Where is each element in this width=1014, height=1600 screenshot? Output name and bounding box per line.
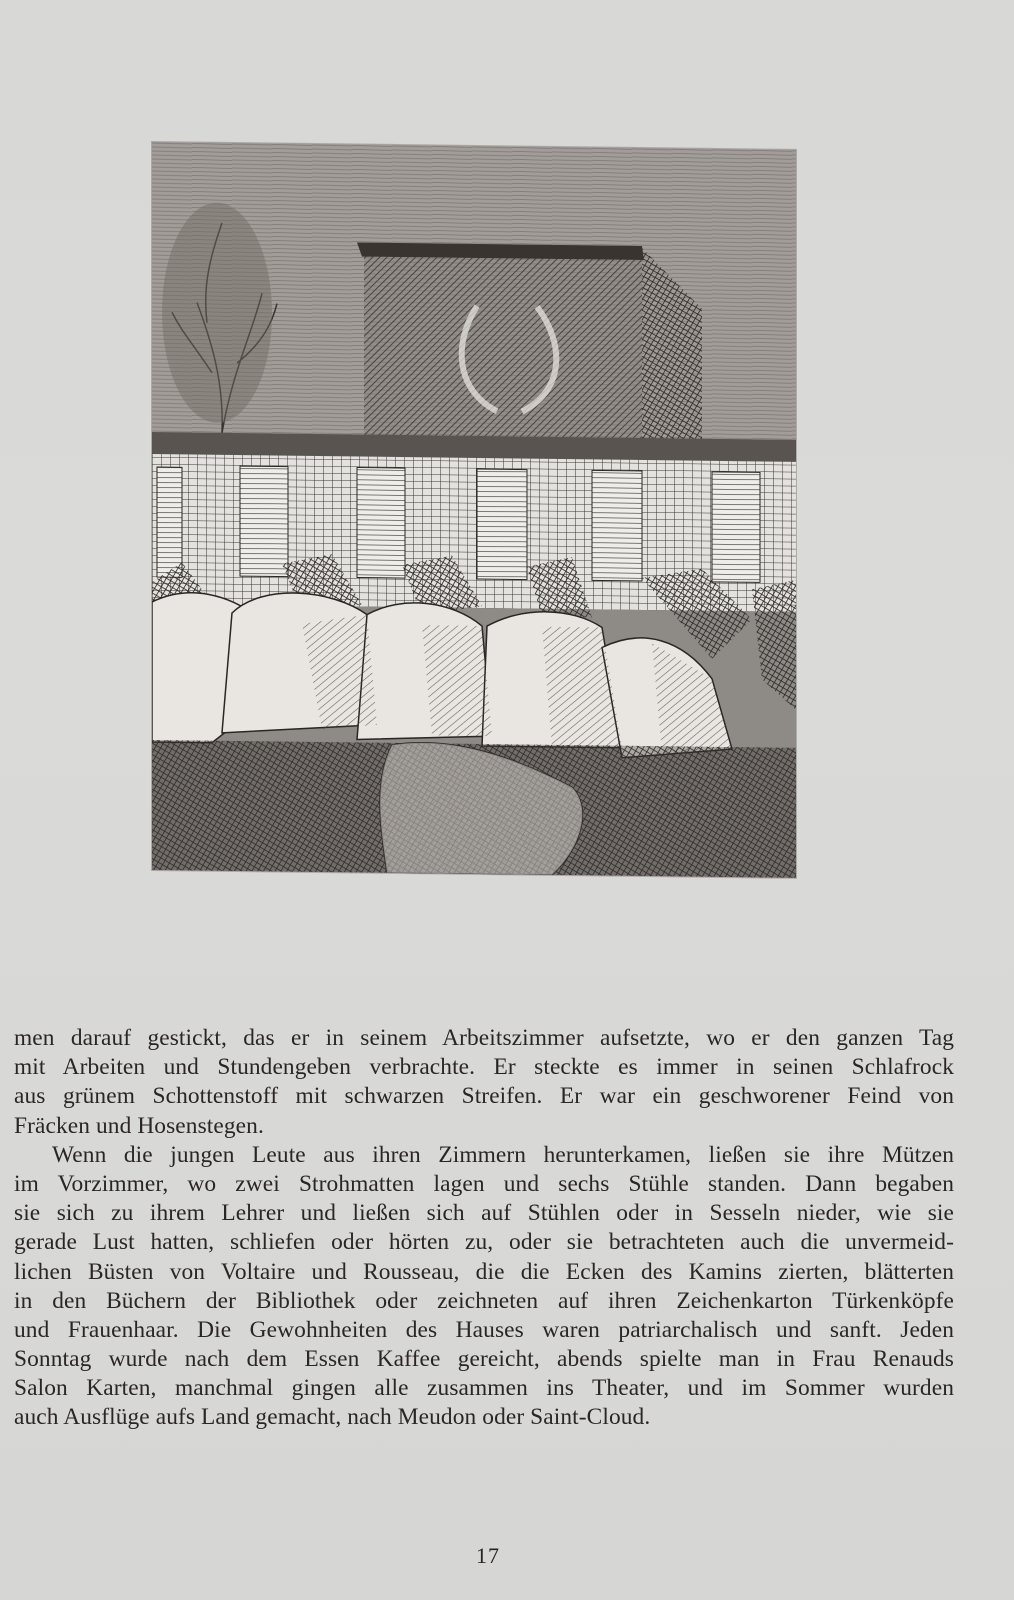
text-line: men darauf gestickt, das er in seinem Arbeitszimmer aufsetzte, wo er den ganzen Tag	[14, 1025, 954, 1051]
etching-illustration	[152, 142, 796, 878]
text-line: lichen Büsten von Voltaire und Rousseau, die die Ecken des Kamins zierten, blätterten	[14, 1258, 954, 1285]
text-line: Fräcken und Hosenstegen.	[14, 1112, 264, 1139]
text-line: sie sich zu ihrem Lehrer und ließen sich auf Stühlen oder in Sesseln nieder, wie sie	[14, 1200, 954, 1227]
text-line: im Vorzimmer, wo zwei Strohmatten lagen und sechs Stühle standen. Dann begaben	[14, 1170, 954, 1197]
text-line: gerade Lust hatten, schliefen oder hörten zu, oder sie betrachteten auch die unvermeid-	[14, 1229, 954, 1256]
paragraph-2	[14, 1141, 954, 1433]
text-line: in den Büchern der Bibliothek oder zeichneten auf ihren Zeichenkarton Türkenköpfe	[14, 1287, 954, 1314]
text-line: aus grünem Schottenstoff mit schwarzen Streifen. Er war ein geschworener Feind von	[14, 1083, 954, 1110]
etching-image	[152, 142, 796, 878]
text-line: und Frauenhaar. Die Gewohnheiten des Hauses waren patriarchalisch und sanft. Jeden	[14, 1316, 954, 1343]
paragraph-1	[14, 1024, 954, 1141]
text-line: Sonntag wurde nach dem Essen Kaffee gereicht, abends spielte man in Frau Renauds	[14, 1346, 954, 1373]
text-line: mit Arbeiten und Stundengeben verbrachte. Er steckte es immer in seinen Schlafrock	[14, 1054, 954, 1081]
text-line: Salon Karten, manchmal gingen alle zusammen ins Theater, und im Sommer wurden	[14, 1375, 954, 1402]
text-line: auch Ausflüge aufs Land gemacht, nach Meudon oder Saint-Cloud.	[14, 1404, 651, 1431]
text-line: Wenn die jungen Leute aus ihren Zimmern herunterkamen, ließen sie ihre Mützen	[52, 1141, 954, 1168]
body-text	[14, 1024, 954, 1433]
page-number: 17	[476, 1543, 500, 1568]
